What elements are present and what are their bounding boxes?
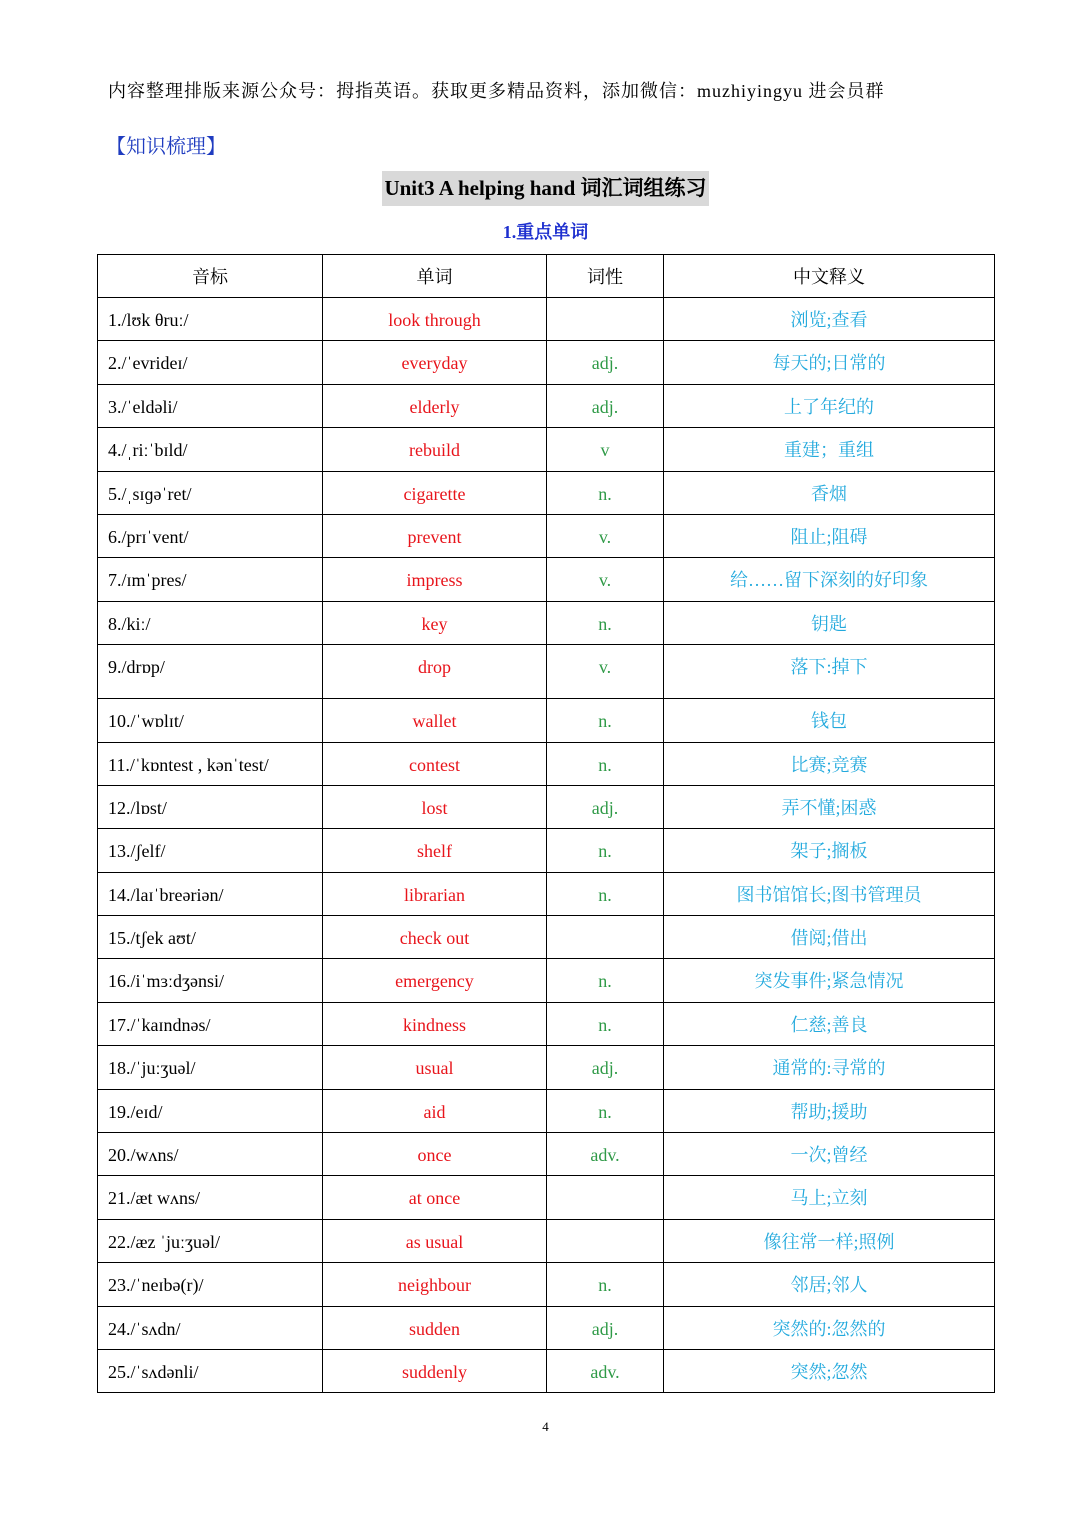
phonetic-cell: 14./laɪˈbreəriən/ (98, 872, 323, 915)
meaning-cell: 重建；重组 (664, 428, 995, 471)
column-header-word: 单词 (323, 255, 547, 298)
table-row (98, 1306, 995, 1349)
phonetic-cell: 13./ʃelf/ (98, 829, 323, 872)
part-of-speech-cell: n. (547, 1263, 664, 1306)
part-of-speech-cell: n. (547, 829, 664, 872)
table-row (98, 916, 995, 959)
table-row (98, 699, 995, 742)
meaning-cell: 像往常一样;照例 (664, 1219, 995, 1262)
meaning-cell: 邻居;邻人 (664, 1263, 995, 1306)
word-cell: at once (323, 1176, 547, 1219)
meaning-cell: 通常的:寻常的 (664, 1046, 995, 1089)
column-header-meaning: 中文释义 (664, 255, 995, 298)
part-of-speech-cell: adj. (547, 341, 664, 384)
word-cell: lost (323, 785, 547, 828)
word-cell: aid (323, 1089, 547, 1132)
part-of-speech-cell (547, 1176, 664, 1219)
meaning-cell: 阻止;阻碍 (664, 514, 995, 557)
phonetic-cell: 23./ˈneɪbə(r)/ (98, 1263, 323, 1306)
phonetic-cell: 1./lʊk θruː/ (98, 298, 323, 341)
table-row (98, 558, 995, 601)
word-cell: contest (323, 742, 547, 785)
vocab-table (97, 254, 995, 1393)
table-row (98, 341, 995, 384)
table-row (98, 829, 995, 872)
vocab-table-head (98, 255, 995, 298)
table-row (98, 428, 995, 471)
part-of-speech-cell: adv. (547, 1133, 664, 1176)
table-header-row (98, 255, 995, 298)
meaning-cell: 落下:掉下 (664, 645, 995, 699)
meaning-cell: 弄不懂;困惑 (664, 785, 995, 828)
part-of-speech-cell: n. (547, 1089, 664, 1132)
part-of-speech-cell: v (547, 428, 664, 471)
page-title: Unit3 A helping hand 词汇词组练习 (382, 171, 708, 206)
part-of-speech-cell: n. (547, 699, 664, 742)
meaning-cell: 仁慈;善良 (664, 1002, 995, 1045)
phonetic-cell: 21./æt wʌns/ (98, 1176, 323, 1219)
word-cell: check out (323, 916, 547, 959)
header-note: 内容整理排版来源公众号：拇指英语。获取更多精品资料，添加微信：muzhiyingyu 进会员群 (108, 81, 885, 101)
phonetic-cell: 9./drɒp/ (98, 645, 323, 699)
phonetic-cell: 16./iˈmɜːdʒənsi/ (98, 959, 323, 1002)
table-row (98, 959, 995, 1002)
part-of-speech-cell: adj. (547, 785, 664, 828)
table-row (98, 601, 995, 644)
table-row (98, 1219, 995, 1262)
part-of-speech-cell: adj. (547, 384, 664, 427)
table-row (98, 1133, 995, 1176)
phonetic-cell: 17./ˈkaɪndnəs/ (98, 1002, 323, 1045)
table-row (98, 1002, 995, 1045)
table-row (98, 1263, 995, 1306)
table-row (98, 872, 995, 915)
page-number: 4 (542, 1419, 549, 1434)
word-cell: emergency (323, 959, 547, 1002)
phonetic-cell: 25./ˈsʌdənli/ (98, 1349, 323, 1392)
part-of-speech-cell: v. (547, 514, 664, 557)
meaning-cell: 钥匙 (664, 601, 995, 644)
part-of-speech-cell: v. (547, 645, 664, 699)
meaning-cell: 帮助;援助 (664, 1089, 995, 1132)
meaning-cell: 马上;立刻 (664, 1176, 995, 1219)
table-row (98, 384, 995, 427)
phonetic-cell: 18./ˈjuːʒuəl/ (98, 1046, 323, 1089)
phonetic-cell: 8./kiː/ (98, 601, 323, 644)
phonetic-cell: 11./ˈkɒntest , kənˈtest/ (98, 742, 323, 785)
phonetic-cell: 15./tʃek aʊt/ (98, 916, 323, 959)
word-cell: rebuild (323, 428, 547, 471)
meaning-cell: 突然的:忽然的 (664, 1306, 995, 1349)
word-cell: elderly (323, 384, 547, 427)
meaning-cell: 上了年纪的 (664, 384, 995, 427)
phonetic-cell: 6./prɪˈvent/ (98, 514, 323, 557)
meaning-cell: 突发事件;紧急情况 (664, 959, 995, 1002)
phonetic-cell: 4./ˌriːˈbɪld/ (98, 428, 323, 471)
phonetic-cell: 12./lɒst/ (98, 785, 323, 828)
table-row (98, 742, 995, 785)
word-cell: drop (323, 645, 547, 699)
meaning-cell: 一次;曾经 (664, 1133, 995, 1176)
section-subtitle: 1.重点单词 (502, 222, 589, 242)
word-cell: key (323, 601, 547, 644)
meaning-cell: 图书馆馆长;图书管理员 (664, 872, 995, 915)
part-of-speech-cell: n. (547, 1002, 664, 1045)
column-header-phonetic: 音标 (98, 255, 323, 298)
word-cell: look through (323, 298, 547, 341)
word-cell: usual (323, 1046, 547, 1089)
phonetic-cell: 20./wʌns/ (98, 1133, 323, 1176)
table-row (98, 1176, 995, 1219)
part-of-speech-cell (547, 916, 664, 959)
meaning-cell: 借阅;借出 (664, 916, 995, 959)
part-of-speech-cell: adj. (547, 1306, 664, 1349)
word-cell: shelf (323, 829, 547, 872)
table-row (98, 645, 995, 699)
table-row (98, 1089, 995, 1132)
part-of-speech-cell: adv. (547, 1349, 664, 1392)
part-of-speech-cell: n. (547, 959, 664, 1002)
word-cell: librarian (323, 872, 547, 915)
word-cell: suddenly (323, 1349, 547, 1392)
meaning-cell: 浏览;查看 (664, 298, 995, 341)
section-subtitle-container (97, 220, 994, 244)
part-of-speech-cell (547, 298, 664, 341)
word-cell: neighbour (323, 1263, 547, 1306)
vocab-table-body (98, 298, 995, 1393)
meaning-cell: 香烟 (664, 471, 995, 514)
word-cell: sudden (323, 1306, 547, 1349)
phonetic-cell: 24./ˈsʌdn/ (98, 1306, 323, 1349)
word-cell: prevent (323, 514, 547, 557)
meaning-cell: 给……留下深刻的好印象 (664, 558, 995, 601)
table-row (98, 785, 995, 828)
word-cell: wallet (323, 699, 547, 742)
word-cell: impress (323, 558, 547, 601)
meaning-cell: 每天的;日常的 (664, 341, 995, 384)
meaning-cell: 钱包 (664, 699, 995, 742)
meaning-cell: 架子;搁板 (664, 829, 995, 872)
phonetic-cell: 19./eɪd/ (98, 1089, 323, 1132)
table-row (98, 298, 995, 341)
part-of-speech-cell (547, 1219, 664, 1262)
meaning-cell: 突然;忽然 (664, 1349, 995, 1392)
word-cell: cigarette (323, 471, 547, 514)
phonetic-cell: 3./ˈeldəli/ (98, 384, 323, 427)
meaning-cell: 比赛;竞赛 (664, 742, 995, 785)
table-row (98, 1046, 995, 1089)
table-row (98, 471, 995, 514)
table-row (98, 514, 995, 557)
part-of-speech-cell: v. (547, 558, 664, 601)
part-of-speech-cell: n. (547, 872, 664, 915)
part-of-speech-cell: n. (547, 471, 664, 514)
part-of-speech-cell: n. (547, 601, 664, 644)
word-cell: everyday (323, 341, 547, 384)
word-cell: once (323, 1133, 547, 1176)
word-cell: kindness (323, 1002, 547, 1045)
part-of-speech-cell: n. (547, 742, 664, 785)
phonetic-cell: 10./ˈwɒlɪt/ (98, 699, 323, 742)
phonetic-cell: 5./ˌsɪɡəˈret/ (98, 471, 323, 514)
page-title-container (97, 171, 994, 206)
table-row (98, 1349, 995, 1392)
part-of-speech-cell: adj. (547, 1046, 664, 1089)
phonetic-cell: 7./ɪmˈpres/ (98, 558, 323, 601)
phonetic-cell: 2./ˈevrideɪ/ (98, 341, 323, 384)
column-header-part-of-speech: 词性 (547, 255, 664, 298)
section-label: 【知识梳理】 (106, 136, 226, 158)
phonetic-cell: 22./æz ˈjuːʒuəl/ (98, 1219, 323, 1262)
word-cell: as usual (323, 1219, 547, 1262)
